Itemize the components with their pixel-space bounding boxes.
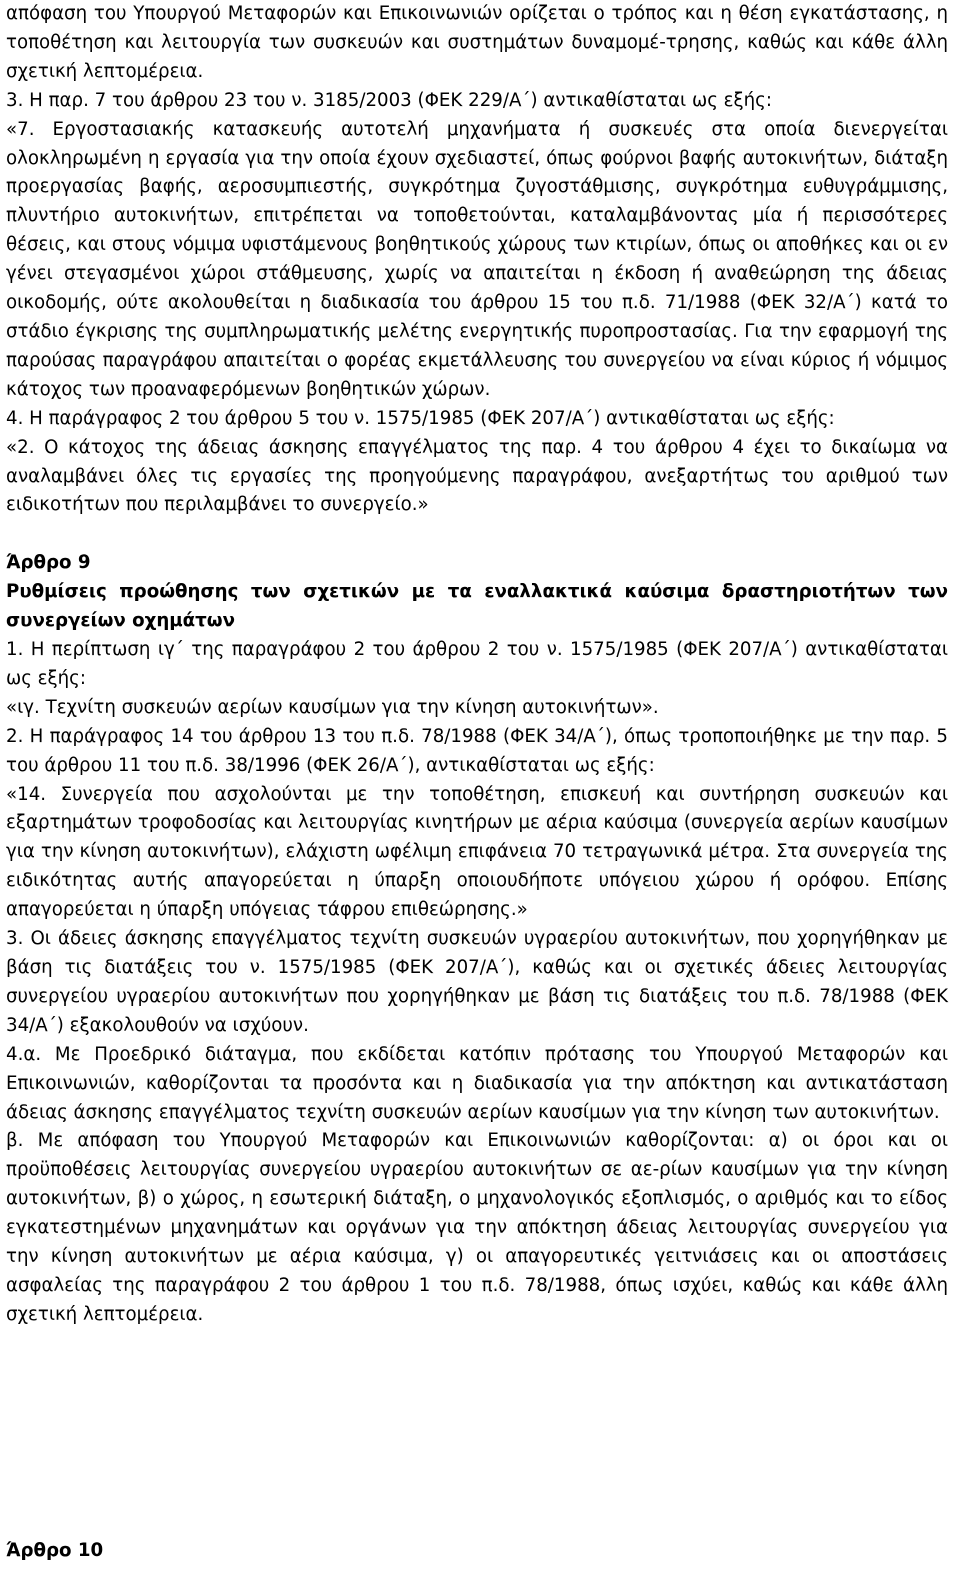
- blank-line: [6, 520, 948, 549]
- paragraph: απόφαση του Υπουργού Μεταφορών και Επικοινωνιών ορίζεται ο τρόπος και η θέση εγκατάστασης, η τοποθέτηση και λειτουργία των συσκευών και συστημάτων δυναμομέ-τρησης, καθώς και κάθε άλλη σχετική λεπτομέρεια.: [6, 3, 948, 82]
- paragraph: 1. Η περίπτωση ιγ΄ της παραγράφου 2 του άρθρου 2 του ν. 1575/1985 (ΦΕΚ 207/Α΄) αντικαθίσταται ως εξής:: [6, 639, 948, 689]
- paragraph: «ιγ. Τεχνίτη συσκευών αερίων καυσίμων για την κίνηση αυτοκινήτων».: [6, 696, 659, 718]
- article-9-title: Ρυθμίσεις προώθησης των σχετικών με τα εναλλακτικά καύσιμα δραστηριοτήτων των συνεργείων οχημάτων: [6, 581, 948, 632]
- paragraph: «14. Συνεργεία που ασχολούνται με την τοποθέτηση, επισκευή και συντήρηση συσκευών και εξαρτημάτων τροφοδοσίας και λειτουργίας κινητήρων με αέρια καύσιμα (συνεργεία αερίων καυσίμων για την κίνηση αυτοκινήτων), ελάχιστη ωφέλιμη επιφάνεια 70 τετραγωνικά μέτρα. Στα συνεργεία της ειδικότητας αυτής απαγορεύεται η ύπαρξη οποιουδήποτε υπόγειου χώρου ή ορόφου. Επίσης απαγορεύεται η ύπαρξη υπόγειας τάφρου επιθεώρησης.»: [6, 783, 948, 921]
- paragraph: 3. Η παρ. 7 του άρθρου 23 του ν. 3185/2003 (ΦΕΚ 229/Α΄) αντικαθίσταται ως εξής:: [6, 89, 772, 111]
- paragraph: 4. Η παράγραφος 2 του άρθρου 5 του ν. 1575/1985 (ΦΕΚ 207/Α΄) αντικαθίσταται ως εξής:: [6, 407, 835, 429]
- article-9-number: Άρθρο 9: [6, 552, 91, 574]
- document-page: [6, 0, 948, 1561]
- article-10-number: Άρθρο 10: [6, 1540, 104, 1561]
- paragraph: 4.α. Με Προεδρικό διάταγμα, που εκδίδεται κατόπιν πρότασης του Υπουργού Μεταφορών και Επικοινωνιών, καθορίζονται τα προσόντα και η διαδικασία για την απόκτηση και αντικατάσταση άδειας άσκησης επαγγέλματος τεχνίτη συσκευών αερίων καυσίμων για την κίνηση των αυτοκινήτων.: [6, 1043, 948, 1123]
- paragraph: «2. Ο κάτοχος της άδειας άσκησης επαγγέλματος της παρ. 4 του άρθρου 4 έχει το δικαίωμα να αναλαμβάνει όλες τις εργασίες της προηγούμενης παραγράφου, ανεξαρτήτως του αριθμού των ειδικοτήτων που περιλαμβάνει το συνεργείο.»: [6, 436, 948, 516]
- paragraph: β. Με απόφαση του Υπουργού Μεταφορών και Επικοινωνιών καθορίζονται: α) οι όροι και οι προϋποθέσεις λειτουργίας συνεργείου υγραερίου αυτοκινήτων σε αε-ρίων καυσίμων για την κίνηση αυτοκινήτων, β) ο χώρος, η εσωτερική διάταξη, ο μηχανολογικός εξοπλισμός, ο αριθμός και το είδος εγκατεστημένων μηχανημάτων και οργάνων για την απόκτηση άδειας λειτουργίας συνεργείου για την κίνηση αυτοκινήτων με αέρια καύσιμα, γ) οι απαγορευτικές γειτνιάσεις και οι αποστάσεις ασφαλείας της παραγράφου 2 του άρθρου 1 του π.δ. 78/1988, όπως ισχύει, καθώς και κάθε άλλη σχετική λεπτομέρεια.: [6, 1130, 948, 1325]
- paragraph: «7. Εργοστασιακής κατασκευής αυτοτελή μηχανήματα ή συσκευές στα οποία διενεργείται ολοκληρωμένη η εργασία για την οποία έχουν σχεδιαστεί, όπως φούρνοι βαφής αυτοκινήτων, διάταξη προεργασίας βαφής, αεροσυμπιεστής, συγκρότημα ζυγοστάθμισης, συγκρότημα ευθυγράμμισης, πλυντήριο αυτοκινήτων, επιτρέπεται να τοποθετούνται, καταλαμβάνοντας μία ή περισσότερες θέσεις, και στους νόμιμα υφιστάμενους βοηθητικούς χώρους των κτιρίων, όπως οι αποθήκες και οι εν γένει στεγασμένοι χώροι στάθμευσης, χωρίς να απαιτείται η έκδοση ή αναθεώρηση της άδειας οικοδομής, ούτε ακολουθείται η διαδικασία του άρθρου 15 του π.δ. 71/1988 (ΦΕΚ 32/Α΄) κατά το στάδιο έγκρισης της συμπληρωματικής μελέτης ενεργητικής πυροπροστασίας. Για την εφαρμογή της παρούσας παραγράφου απαιτείται ο φορέας εκμετάλλευσης του συνεργείου να είναι κύριος ή νόμιμος κάτοχος των προαναφερόμενων βοηθητικών χώρων.: [6, 118, 948, 400]
- paragraph: 2. Η παράγραφος 14 του άρθρου 13 του π.δ. 78/1988 (ΦΕΚ 34/Α΄), όπως τροποποιήθηκε με την παρ. 5 του άρθρου 11 του π.δ. 38/1996 (ΦΕΚ 26/Α΄), αντικαθίσταται ως εξής:: [6, 725, 948, 776]
- paragraph: 3. Οι άδειες άσκησης επαγγέλματος τεχνίτη συσκευών υγραερίου αυτοκινήτων, που χορηγήθηκαν με βάση τις διατάξεις του ν. 1575/1985 (ΦΕΚ 207/Α΄), καθώς και οι σχετικές άδειες λειτουργίας συνεργείου υγραερίου αυτοκινήτων που χορηγήθηκαν με βάση τις διατάξεις του π.δ. 78/1988 (ΦΕΚ 34/Α΄) εξακολουθούν να ισχύουν.: [6, 928, 948, 1036]
